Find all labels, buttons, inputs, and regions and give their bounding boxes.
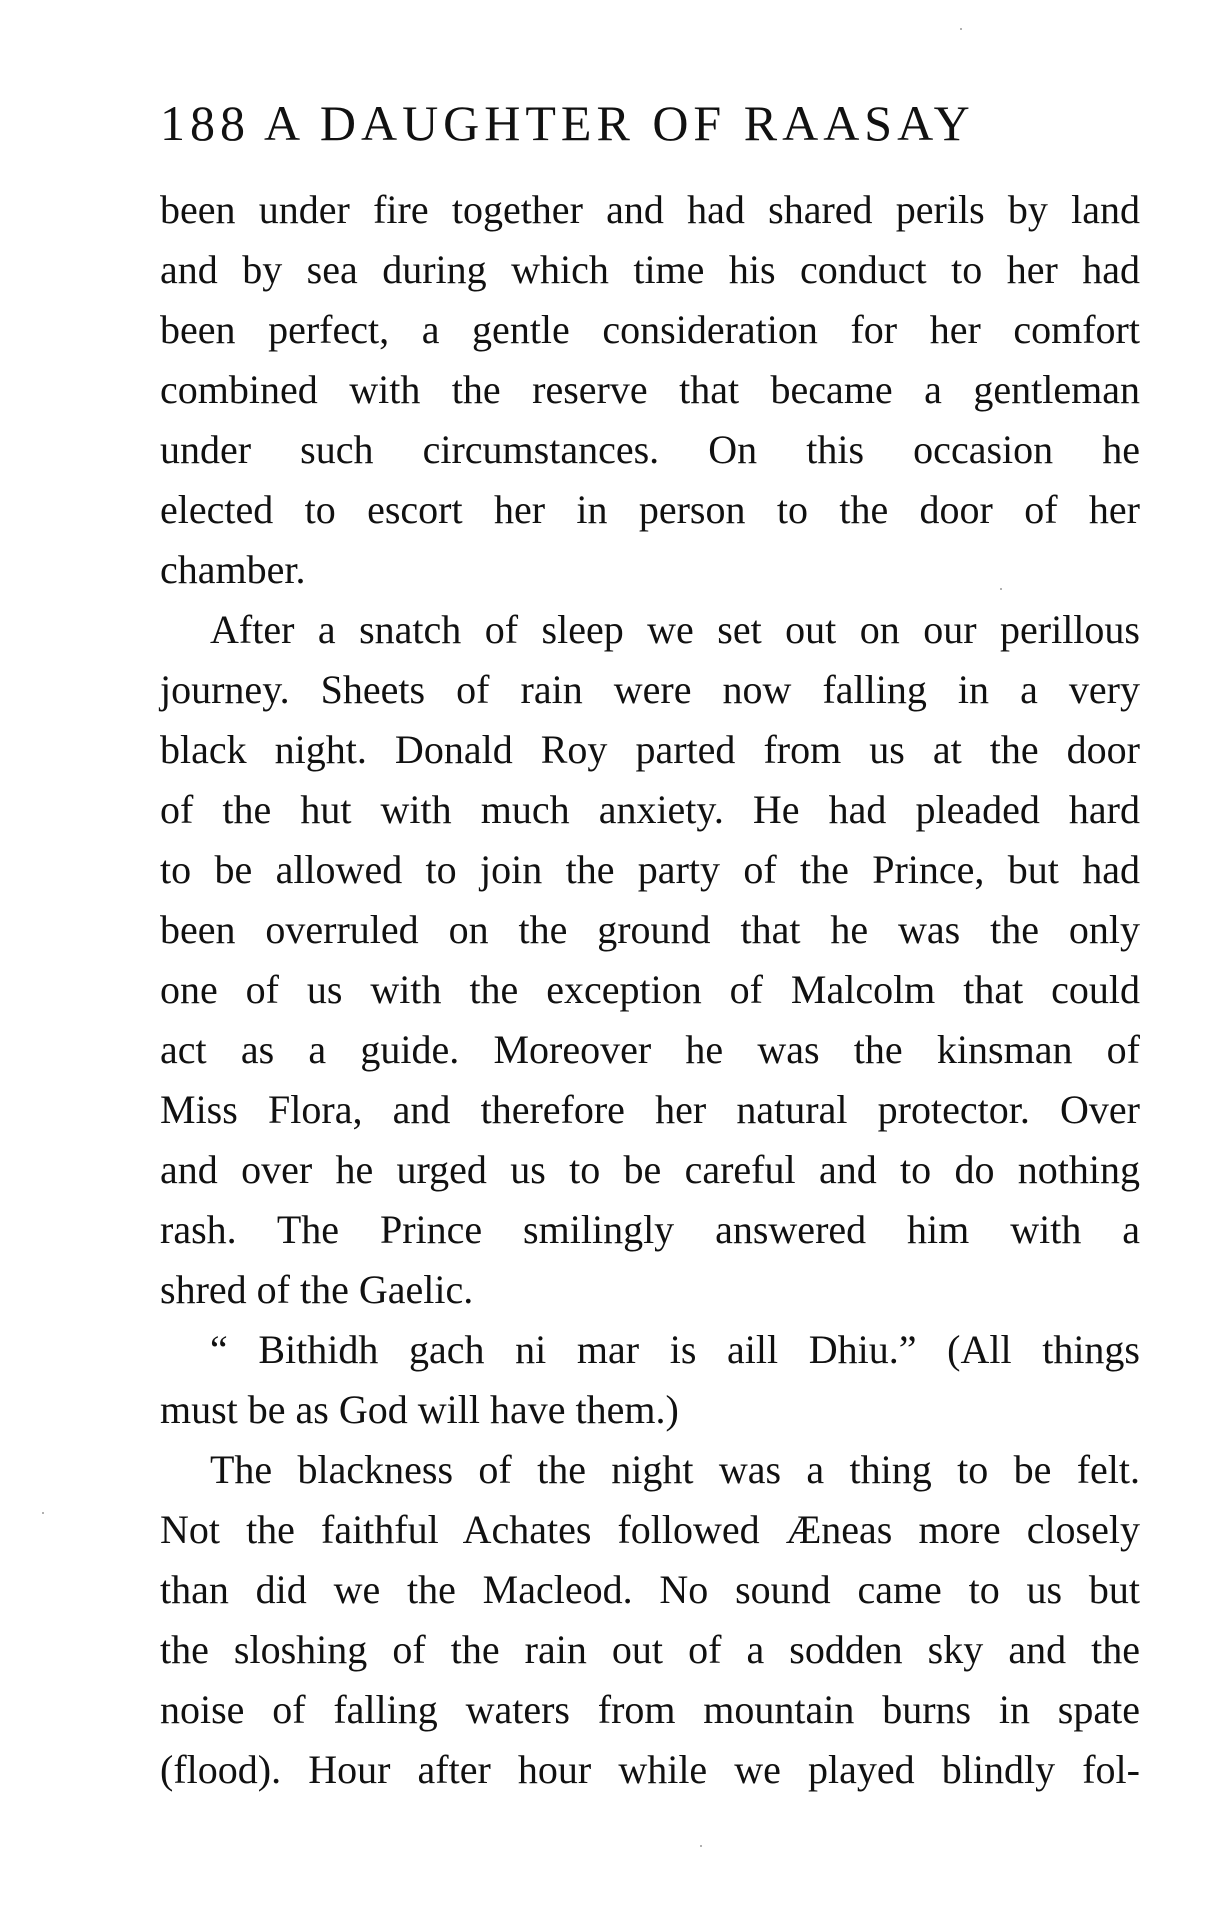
text-line: shred of the Gaelic. [160,1267,474,1312]
text-line: to be allowed to join the party of the Prince, but had [160,847,1140,892]
text-line: noise of falling waters from mountain burns in spate [160,1687,1140,1732]
scan-speck [42,1512,44,1514]
text-line: must be as God will have them.) [160,1387,679,1432]
scan-speck [700,1845,702,1847]
text-line: than did we the Macleod. No sound came to us but [160,1567,1140,1612]
text-line: rash. The Prince smilingly answered him with a [160,1207,1140,1252]
scan-speck [960,28,962,30]
text-line: elected to escort her in person to the door of her [160,487,1140,532]
text-line: journey. Sheets of rain were now falling in a very [160,667,1140,712]
page-number: 188 [160,95,250,151]
text-line: of the hut with much anxiety. He had pleaded hard [160,787,1140,832]
text-line: black night. Donald Roy parted from us at the door [160,727,1140,772]
text-line: act as a guide. Moreover he was the kinsman of [160,1027,1140,1072]
text-line: Miss Flora, and therefore her natural protector. Over [160,1087,1140,1132]
text-line: one of us with the exception of Malcolm that could [160,967,1140,1012]
text-line: Not the faithful Achates followed Æneas more closely [160,1507,1140,1552]
scan-speck [1000,588,1002,590]
running-head [160,88,1120,158]
text-line: and over he urged us to be careful and to do nothing [160,1147,1140,1192]
text-line: combined with the reserve that became a gentleman [160,367,1140,412]
paragraph-start-line: The blackness of the night was a thing to be felt. [210,1447,1140,1492]
text-line: the sloshing of the rain out of a sodden sky and the [160,1627,1140,1672]
body-text [160,180,1140,1800]
text-line: been perfect, a gentle consideration for her comfort [160,307,1140,352]
running-title: A DAUGHTER OF RAASAY [264,95,975,151]
text-line: and by sea during which time his conduct to her had [160,247,1140,292]
text-line: under such circumstances. On this occasion he [160,427,1140,472]
text-line: chamber. [160,547,306,592]
text-line: been under fire together and had shared perils by land [160,187,1140,232]
paragraph-start-line: “ Bithidh gach ni mar is aill Dhiu.” (All things [210,1327,1140,1372]
text-line: (flood). Hour after hour while we played blindly fol- [160,1747,1140,1792]
paragraph-start-line: After a snatch of sleep we set out on our perillous [210,607,1140,652]
text-line: been overruled on the ground that he was the only [160,907,1140,952]
